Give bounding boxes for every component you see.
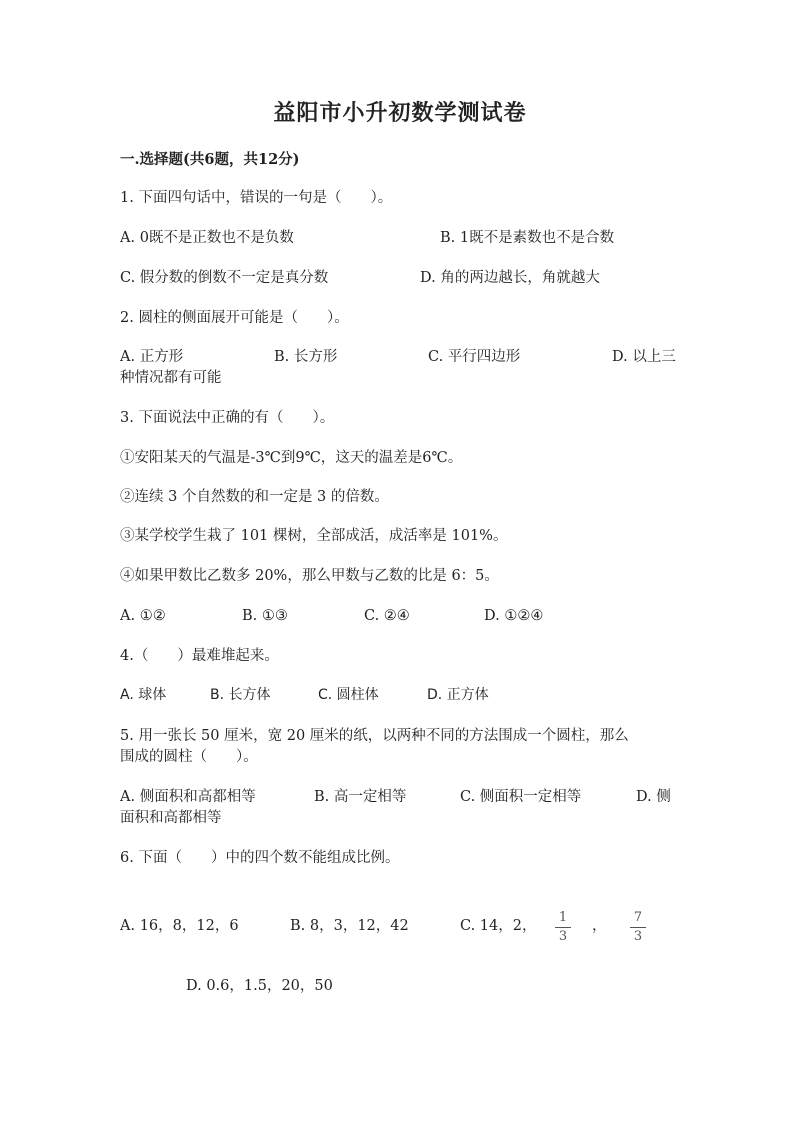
question-6-option-b: B. 8，3，12，42 bbox=[290, 918, 409, 934]
question-3-stem: 3. 下面说法中正确的有（ ）。 bbox=[120, 410, 335, 426]
question-3-option-a: A. ①② bbox=[120, 608, 166, 624]
question-6-stem: 6. 下面（ ）中的四个数不能组成比例。 bbox=[120, 850, 400, 866]
fraction-2-denominator: 3 bbox=[633, 929, 643, 944]
fraction-1-denominator: 3 bbox=[558, 929, 568, 944]
question-2-stem: 2. 圆柱的侧面展开可能是（ ）。 bbox=[120, 310, 349, 326]
fraction-1-numerator: 1 bbox=[558, 910, 568, 925]
question-3-option-b: B. ①③ bbox=[242, 608, 288, 624]
question-5-option-c: C. 侧面积一定相等 bbox=[460, 789, 582, 805]
question-3-option-d: D. ①②④ bbox=[484, 608, 544, 624]
fraction-1-bar bbox=[555, 927, 571, 928]
question-6-fraction-seven-thirds bbox=[630, 911, 646, 944]
question-5-option-a: A. 侧面积和高都相等 bbox=[120, 789, 256, 805]
question-5-stem-continued: 围成的圆柱（ ）。 bbox=[120, 749, 258, 765]
question-3-statement-1: ①安阳某天的气温是-3℃到9℃，这天的温差是6℃。 bbox=[120, 450, 463, 466]
question-4-option-a: A. 球体 bbox=[120, 687, 167, 703]
question-6-fraction-one-third bbox=[555, 911, 571, 944]
question-6-option-c: C. 14，2， bbox=[460, 918, 537, 934]
fraction-2-bar bbox=[630, 927, 646, 928]
question-6-option-c-separator: ， bbox=[592, 918, 607, 934]
question-2-option-a: A. 正方形 bbox=[120, 349, 184, 365]
question-4-stem: 4.（ ）最难堆起来。 bbox=[120, 648, 279, 664]
question-5-option-d-continued: 面积和高都相等 bbox=[120, 810, 222, 826]
question-3-statement-4: ④如果甲数比乙数多 20%，那么甲数与乙数的比是 6：5。 bbox=[120, 568, 499, 584]
question-2-option-d: D. 以上三 bbox=[612, 349, 676, 365]
section-heading: 一.选择题(共6题，共12分) bbox=[120, 151, 300, 168]
question-5-option-b: B. 高一定相等 bbox=[314, 789, 407, 805]
question-1-stem: 1. 下面四句话中，错误的一句是（ ）。 bbox=[120, 190, 393, 206]
fraction-2-numerator: 7 bbox=[633, 910, 643, 925]
question-6-option-d: D. 0.6，1.5，20，50 bbox=[186, 978, 333, 994]
question-2-option-d-continued: 种情况都有可能 bbox=[120, 370, 222, 386]
question-4-option-c: C. 圆柱体 bbox=[318, 687, 379, 703]
question-2-option-b: B. 长方形 bbox=[274, 349, 338, 365]
page-title: 益阳市小升初数学测试卷 bbox=[273, 100, 527, 126]
question-4-option-b: B. 长方体 bbox=[210, 687, 271, 703]
question-5-option-d: D. 侧 bbox=[636, 789, 671, 805]
question-2-option-c: C. 平行四边形 bbox=[428, 349, 521, 365]
question-1-option-a: A. 0既不是正数也不是负数 bbox=[120, 230, 294, 246]
question-1-option-c: C. 假分数的倒数不一定是真分数 bbox=[120, 270, 329, 286]
question-4-option-d: D. 正方体 bbox=[427, 687, 489, 703]
question-1-option-b: B. 1既不是素数也不是合数 bbox=[440, 230, 615, 246]
question-3-option-c: C. ②④ bbox=[364, 608, 410, 624]
question-5-stem: 5. 用一张长 50 厘米，宽 20 厘米的纸，以两种不同的方法围成一个圆柱，那么 bbox=[120, 728, 629, 744]
question-3-statement-3: ③某学校学生栽了 101 棵树，全部成活，成活率是 101%。 bbox=[120, 528, 508, 544]
question-3-statement-2: ②连续 3 个自然数的和一定是 3 的倍数。 bbox=[120, 489, 389, 505]
question-1-option-d: D. 角的两边越长，角就越大 bbox=[420, 270, 600, 286]
question-6-option-a: A. 16，8，12，6 bbox=[120, 918, 239, 934]
